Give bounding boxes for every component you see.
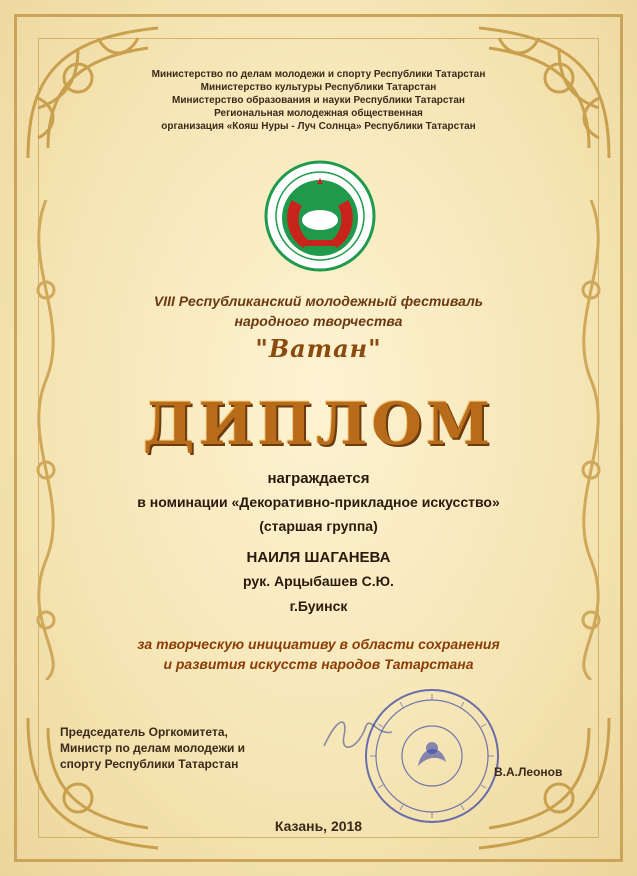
leader-text: рук. Арцыбашев С.Ю.	[243, 573, 394, 589]
organization-line: организация «Кояш Нуры - Луч Солнца» Республики Татарстан	[161, 121, 476, 132]
festival-name: "Ватан"	[255, 334, 382, 363]
festival-title-line: народного творчества	[234, 313, 403, 329]
signatory-line: спорту Республики Татарстан	[60, 757, 239, 771]
stamp-icon	[362, 686, 502, 826]
festival-title-line: VIII Республиканский молодежный фестиваль	[153, 293, 484, 309]
signatory-line: Председатель Оргкомитета,	[60, 725, 228, 739]
recipient-name: НАИЛЯ ШАГАНЕВА	[246, 549, 391, 566]
diploma-title: ДИПЛОМ	[142, 390, 495, 458]
organization-line: Министерство по делам молодежи и спорту Республики Татарстан	[151, 69, 486, 80]
place-date: Казань, 2018	[274, 818, 363, 834]
group-text: (старшая группа)	[259, 518, 378, 534]
signatory-line: Министр по делам молодежи и	[60, 741, 246, 755]
organization-line: Министерство образования и науки Республики Татарстан	[172, 95, 465, 106]
awarded-label: награждается	[267, 470, 370, 487]
signatory-title	[60, 724, 245, 772]
signatory-name: В.А.Леонов	[494, 765, 563, 779]
organization-line: Министерство культуры Республики Татарстан	[200, 82, 437, 93]
festival-logo-icon	[264, 160, 376, 272]
organization-line: Региональная молодежная общественная	[214, 108, 423, 119]
merit-line: за творческую инициативу в области сохранения	[137, 636, 500, 652]
merit-line: и развития искусств народов Татарстана	[163, 656, 474, 672]
city-text: г.Буинск	[289, 598, 348, 614]
nomination-text: в номинации «Декоративно-прикладное искусство»	[137, 494, 500, 510]
